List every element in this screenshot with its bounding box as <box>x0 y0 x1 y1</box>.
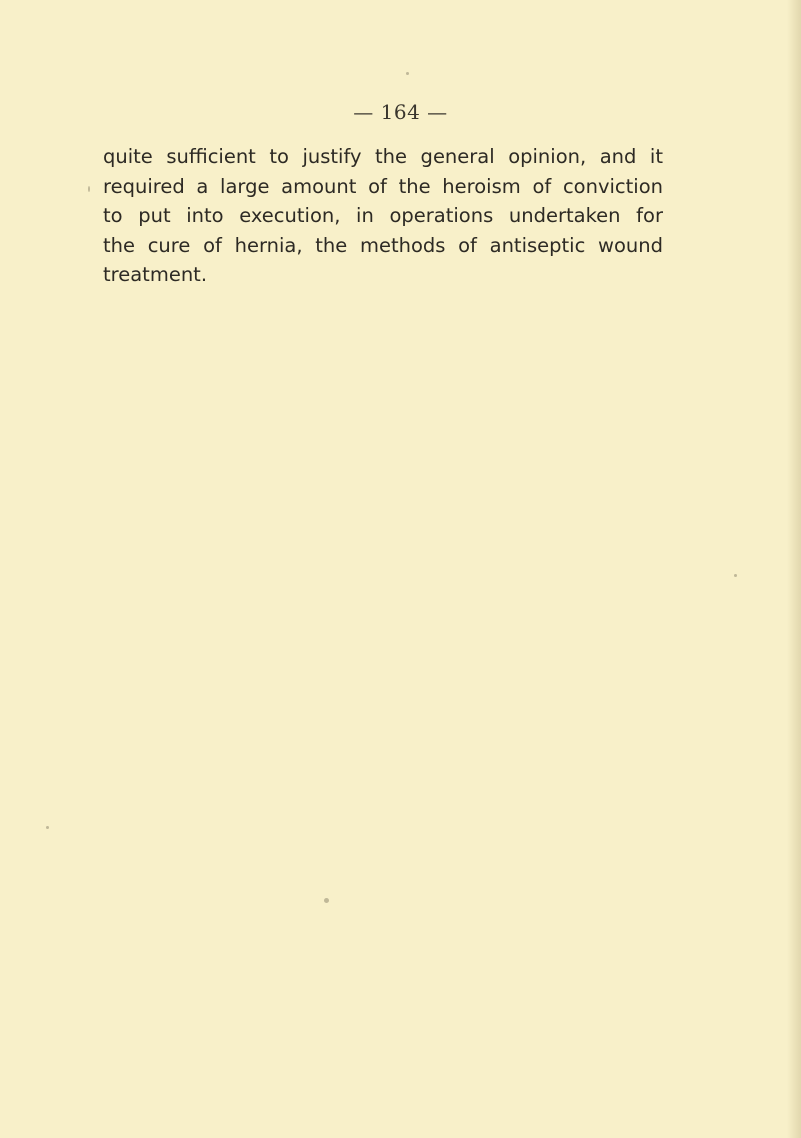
text-line: to put into execution, in operations undertaken for <box>103 204 663 227</box>
text-line: quite sufficient to justify the general opinion, and it <box>103 145 663 168</box>
paper-speck <box>46 826 49 829</box>
paper-speck <box>88 186 90 192</box>
paper-speck <box>734 574 737 577</box>
page-edge-shadow <box>787 0 801 1138</box>
text-line: treatment. <box>103 263 208 286</box>
body-paragraph <box>103 142 663 290</box>
paper-speck <box>324 898 329 903</box>
paper-speck <box>406 72 409 75</box>
text-line: the cure of hernia, the methods of antiseptic wound <box>103 233 663 257</box>
text-line: required a large amount of the heroism of conviction <box>103 174 663 198</box>
page-number: — 164 — <box>353 100 448 124</box>
